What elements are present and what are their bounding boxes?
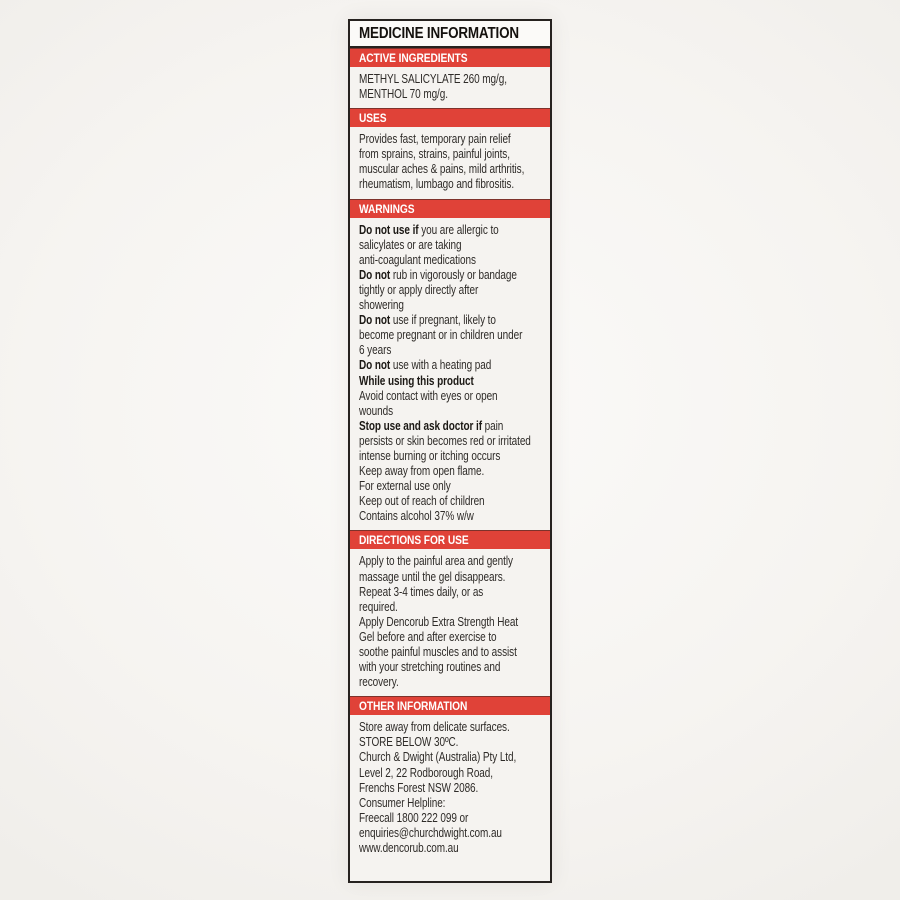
sections-container: [350, 48, 550, 881]
text-line: Gel before and after exercise to: [359, 629, 497, 644]
section-heading-uses: [350, 108, 550, 127]
text-line: STORE BELOW 30ºC.: [359, 735, 459, 750]
section-other-information: [350, 696, 550, 881]
text-line: MENTHOL 70 mg/g.: [359, 87, 448, 102]
section-body-uses: [350, 127, 550, 198]
text-line: with your stretching routines and: [359, 660, 501, 675]
text-line: Apply to the painful area and gently: [359, 554, 513, 569]
text-line: Do not rub in vigorously or bandage: [359, 267, 517, 282]
section-body-active-ingredients: [350, 67, 550, 108]
text-line: For external use only: [359, 479, 451, 494]
text-line: soothe painful muscles and to assist: [359, 645, 517, 659]
text-line: wounds: [359, 403, 393, 418]
section-active-ingredients: [350, 48, 550, 108]
text-line: Contains alcohol 37% w/w: [359, 509, 474, 524]
text-line: become pregnant or in children under: [359, 328, 523, 343]
section-heading-active-ingredients: [350, 48, 550, 67]
section-heading-label: WARNINGS: [359, 201, 415, 216]
text-line: tightly or apply directly after: [359, 282, 479, 297]
section-heading-directions-for-use: [350, 530, 550, 549]
text-line: Stop use and ask doctor if pain: [359, 418, 504, 433]
text-line: Repeat 3-4 times daily, or as: [359, 584, 484, 599]
text-line: required.: [359, 599, 398, 614]
medicine-information-panel: [348, 19, 552, 883]
text-line: from sprains, strains, painful joints,: [359, 147, 510, 162]
text-line: Avoid contact with eyes or open: [359, 388, 498, 403]
section-uses: [350, 108, 550, 198]
text-line: muscular aches & pains, mild arthritis,: [359, 162, 525, 177]
text-line: Church & Dwight (Australia) Pty Ltd,: [359, 750, 517, 765]
section-heading-label: ACTIVE INGREDIENTS: [359, 51, 468, 65]
section-heading-label: USES: [359, 111, 387, 126]
text-line: METHYL SALICYLATE 260 mg/g,: [359, 72, 507, 86]
panel-title-bar: [350, 21, 550, 48]
text-line: Provides fast, temporary pain relief: [359, 132, 511, 147]
text-line: 6 years: [359, 343, 392, 358]
text-line: Do not use with a heating pad: [359, 358, 492, 373]
text-line: intense burning or itching occurs: [359, 448, 501, 463]
text-line: Freecall 1800 222 099 or: [359, 810, 469, 825]
section-heading-other-information: [350, 696, 550, 715]
text-line: persists or skin becomes red or irritated: [359, 433, 531, 448]
section-body-directions-for-use: [350, 549, 550, 696]
text-line: Do not use if pregnant, likely to: [359, 313, 496, 328]
text-line: Keep out of reach of children: [359, 494, 485, 509]
text-line: Store away from delicate surfaces.: [359, 720, 510, 735]
text-line: www.dencorub.com.au: [359, 841, 459, 856]
section-directions-for-use: [350, 530, 550, 696]
text-line: recovery.: [359, 675, 399, 690]
section-heading-label: OTHER INFORMATION: [359, 699, 468, 714]
text-line: showering: [359, 298, 404, 313]
text-line: massage until the gel disappears.: [359, 569, 506, 584]
text-line: Keep away from open flame.: [359, 464, 485, 479]
section-body-other-information: [350, 715, 550, 862]
section-heading-warnings: [350, 199, 550, 218]
section-body-warnings: [350, 218, 550, 531]
text-line: Do not use if you are allergic to: [359, 222, 499, 237]
text-line: While using this product: [359, 373, 474, 388]
text-line: salicylates or are taking: [359, 237, 462, 252]
text-line: rheumatism, lumbago and fibrositis.: [359, 177, 515, 192]
text-line: Level 2, 22 Rodborough Road,: [359, 765, 493, 780]
text-line: Apply Dencorub Extra Strength Heat: [359, 614, 519, 629]
section-heading-label: DIRECTIONS FOR USE: [359, 533, 469, 548]
text-line: enquiries@churchdwight.com.au: [359, 825, 502, 840]
text-line: anti-coagulant medications: [359, 252, 476, 267]
text-line: Consumer Helpline:: [359, 795, 446, 810]
section-warnings: [350, 199, 550, 531]
text-line: Frenchs Forest NSW 2086.: [359, 780, 479, 795]
panel-title: MEDICINE INFORMATION: [359, 24, 519, 42]
